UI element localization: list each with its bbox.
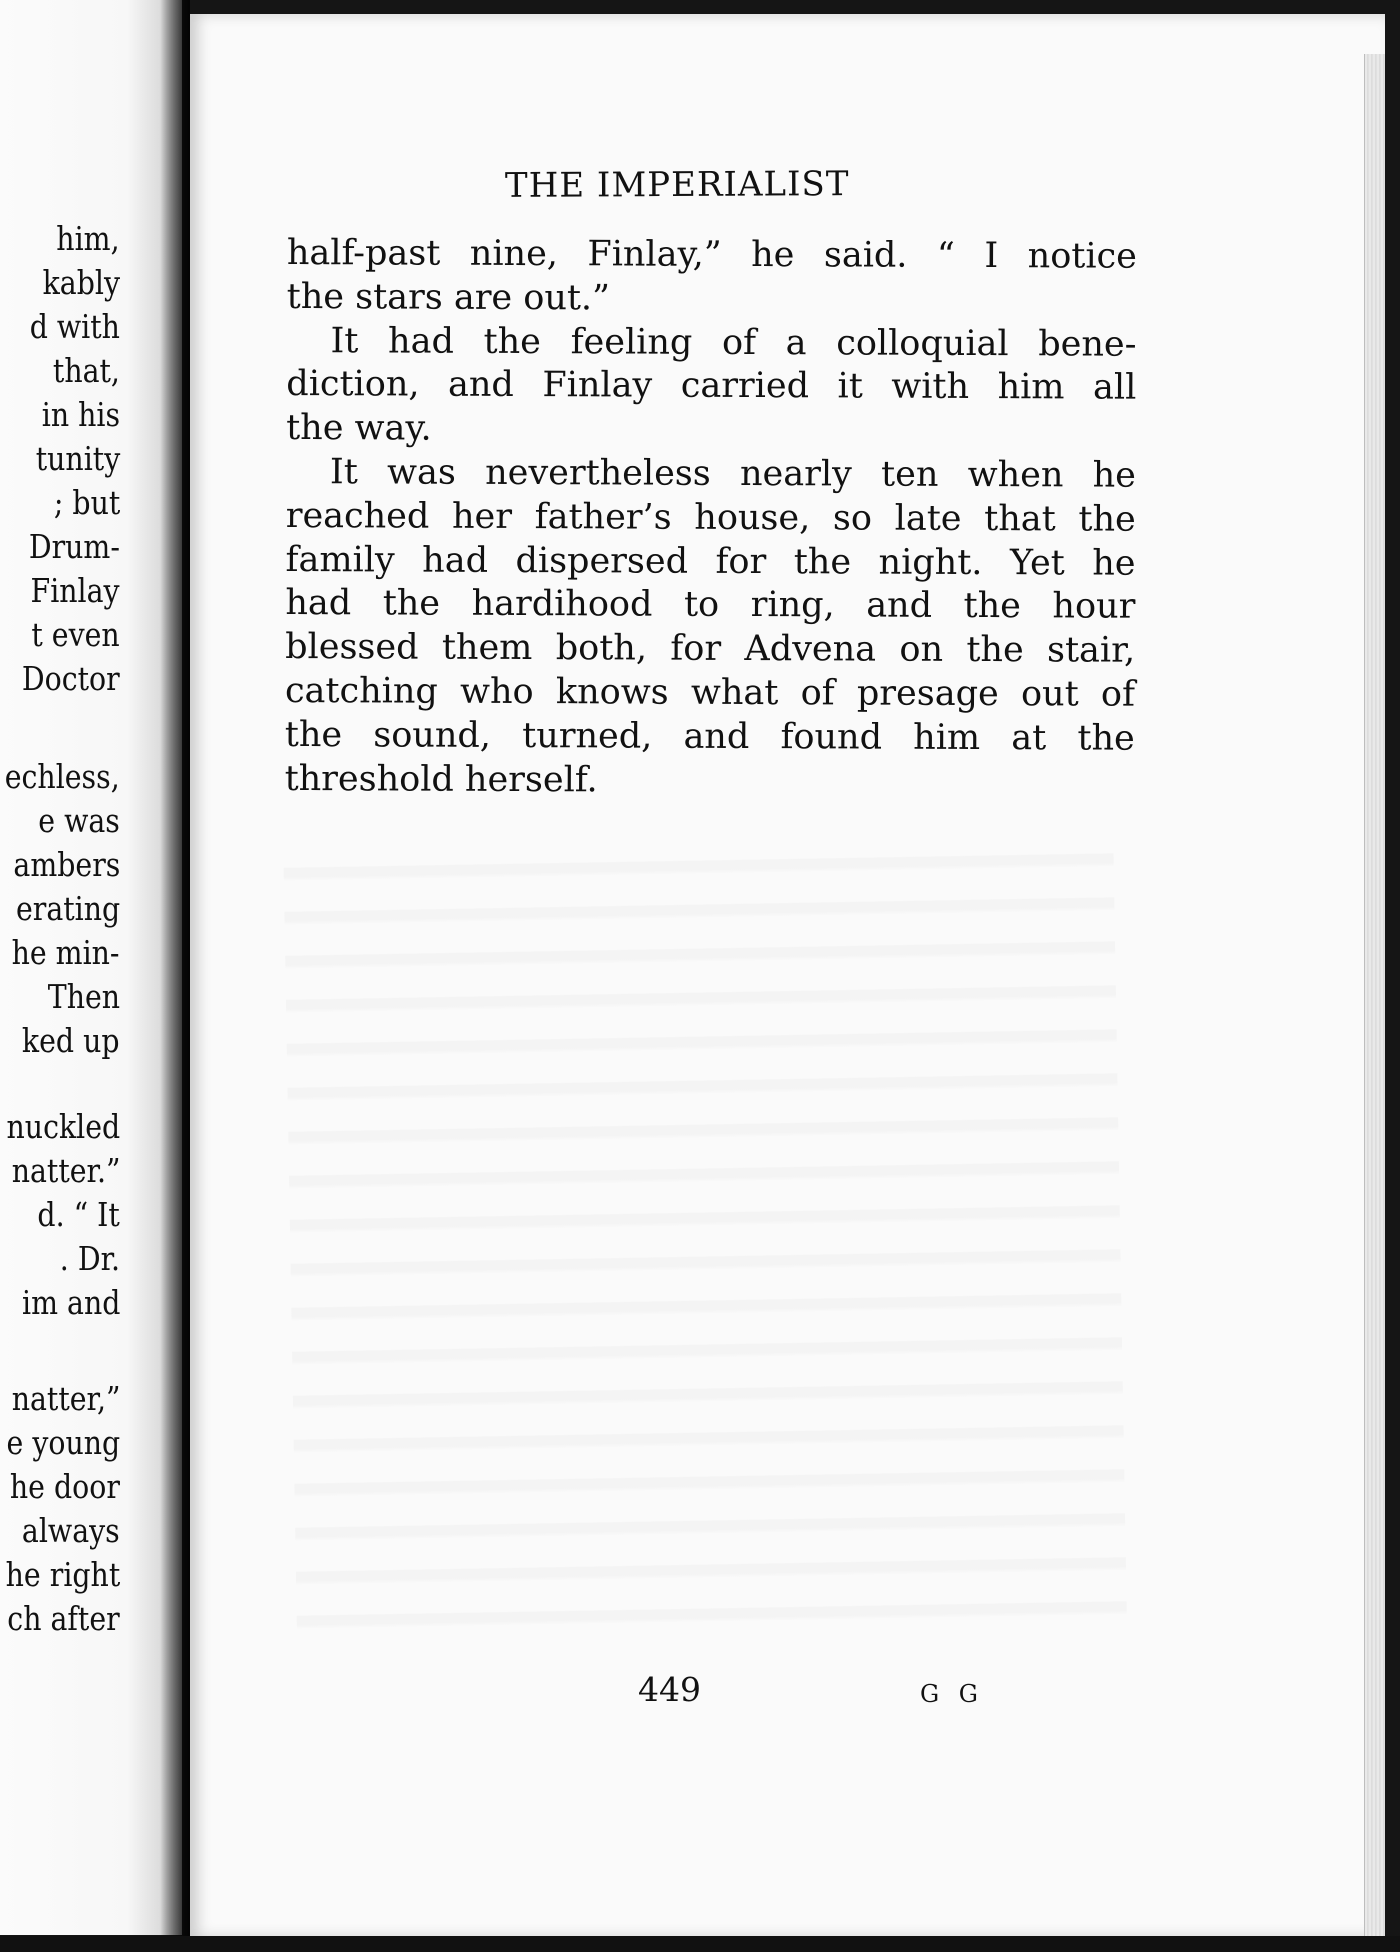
left-line: d with xyxy=(29,307,120,346)
text-line: half-past nine, Finlay,” he said. “ I notice xyxy=(286,232,1137,277)
show-through xyxy=(283,823,1127,1637)
left-page xyxy=(0,0,182,1935)
left-line: Finlay xyxy=(30,571,120,610)
left-line: he right xyxy=(5,1555,120,1594)
paragraph xyxy=(287,232,1137,323)
left-line: he min- xyxy=(12,933,120,972)
left-line: he door xyxy=(9,1467,120,1506)
left-line: always xyxy=(22,1511,120,1550)
left-line: that, xyxy=(52,351,120,390)
left-line: ch after xyxy=(7,1599,120,1638)
left-line: ambers xyxy=(13,845,120,884)
text-line: the way. xyxy=(286,408,432,449)
left-line: natter,” xyxy=(11,1379,120,1418)
left-line: Doctor xyxy=(22,659,120,698)
paragraph xyxy=(286,320,1137,455)
page-number: 449 xyxy=(638,1670,701,1709)
text-line: catching who knows what of presage out of xyxy=(284,670,1136,715)
left-line: erating xyxy=(15,889,120,928)
left-line: . Dr. xyxy=(59,1239,120,1278)
text-line: family had dispersed for the night. Yet he xyxy=(285,539,1136,584)
gutter-shadow xyxy=(160,0,190,1952)
left-line: tunity xyxy=(35,439,120,478)
text-line: threshold herself. xyxy=(284,758,598,800)
left-line: e young xyxy=(6,1423,120,1462)
left-line: d. “ It xyxy=(37,1195,120,1234)
text-line: It was nevertheless nearly ten when he xyxy=(329,452,1137,496)
left-line: Drum- xyxy=(28,527,120,566)
body-text xyxy=(285,232,1137,805)
left-line: nuckled xyxy=(6,1107,120,1146)
paragraph xyxy=(285,451,1137,805)
text-line: It had the feeling of a colloquial bene- xyxy=(330,320,1137,365)
left-line: t even xyxy=(31,615,120,654)
left-line: in his xyxy=(41,395,120,434)
text-line: diction, and Finlay carried it with him all xyxy=(286,364,1137,409)
left-line: im and xyxy=(21,1283,120,1322)
left-line: natter.” xyxy=(11,1151,120,1190)
left-line: echless, xyxy=(5,757,120,796)
left-line: e was xyxy=(38,801,120,840)
bottom-edge xyxy=(0,1936,1400,1952)
left-line: ked up xyxy=(22,1021,120,1060)
signature-mark: G G xyxy=(920,1680,984,1708)
left-line: ; but xyxy=(53,483,120,522)
running-head: THE IMPERIALIST xyxy=(504,164,850,206)
text-line: blessed them both, for Advena on the stair, xyxy=(285,627,1136,671)
left-line: him, xyxy=(56,219,120,258)
left-line: kably xyxy=(42,263,120,302)
left-line: Then xyxy=(47,977,120,1016)
page-edges xyxy=(1364,54,1385,1952)
text-line: had the hardihood to ring, and the hour xyxy=(285,583,1136,628)
text-line: the sound, turned, and found him at the xyxy=(284,714,1135,759)
text-line: the stars are out.” xyxy=(286,276,611,319)
text-line: reached her father’s house, so late that the xyxy=(285,495,1136,540)
